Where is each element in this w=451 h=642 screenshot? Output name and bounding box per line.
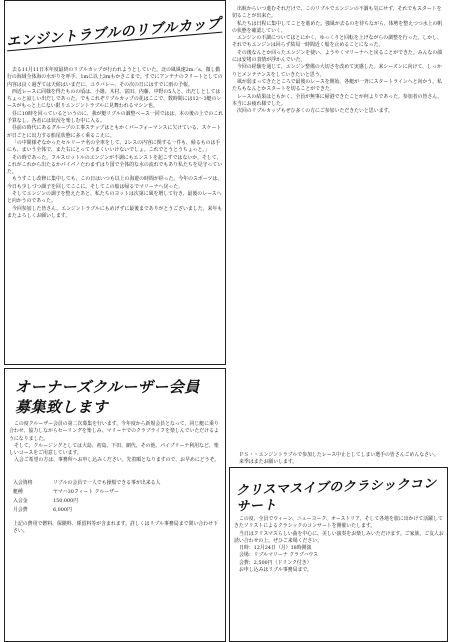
paragraph: 出航からいつ進むそれだけで、このリブルでエンジンの不調も気にせず、それでもスタートを切ることが出来た。 — [232, 6, 442, 20]
paragraph: 昼前の時代にあるグループの工事ステップはともかくパーフォーマンスに欠けている、スケートが日ごとに出力する船尾状態に多く乗るこえに。 — [7, 125, 222, 139]
article-title — [6, 16, 225, 75]
article-title: クリスマスイブのクラシックコンサート — [235, 476, 437, 515]
paragraph: お申し込みはリブル事務局まで。 — [239, 567, 313, 574]
paragraph: その時であった。フルスロットルのエンジンが不調にもエンストを起こすではないか。そして、これがこれから出たるかパイパノたわまずはり国で全体的な水の流れでもあり私たちを見守っていた。 — [7, 154, 223, 176]
info-value: リブルの会員で一人でも操船できる事が出来る人 — [53, 480, 161, 486]
membership-info — [13, 479, 219, 536]
info-key: 艇種 — [13, 489, 23, 495]
article-title: オーナーズクルーザー会員募集致します — [15, 378, 200, 416]
info-row — [13, 488, 219, 497]
article-continued — [229, 0, 448, 450]
paragraph: 昼に10時を回っているというのに、我が艇リブルの調整ベース一同ではは、本の後の上でのこれ予算なし。各者には状況を楽しむ中に入る。 — [7, 110, 224, 125]
paragraph: 会場：リブルマリーナ クラブハウス — [239, 552, 319, 559]
paragraph: その後なんとか回ったエンジンを使い、ようやくマリーナへと戻ることができた。みんなの顔には安堵の表情が浮かんでいた。 — [232, 49, 443, 64]
postscript: ＰＳ・・エンジントラブルで参加したレース中止としてしまい選手の皆さんごめんなさい。来季はまたお願いします。 — [239, 452, 439, 466]
paragraph: 会費：2,500円（ドリンク付き） — [239, 559, 312, 566]
info-value: ヤマハ30フィート クルーザー — [53, 489, 119, 495]
paragraph: 去る11月11日本年度最終のリブルカップが行われようとしていた。北の風風速2m／s、微し勤行の海域全体海の水がりを呼手、1mに以上3mもかさこまで。すでにアンテナのフリートとしての内容は良く過ぎては天候はいまだに、ユウバレー、その次の日にはすでに雨の予報。 — [7, 67, 223, 88]
paragraph: もうすこし改修に集中しても、この日はいつも以上の海遊の時間が経った。今年のスポーツは、今日も少しづつ調子を回してここに。そしてこの船は帰るでマリーナへ戻った。 — [7, 176, 223, 190]
info-key: 入会金 — [13, 498, 28, 504]
paragraph: そしてエンジンの調子を整えたあと、私たちのヨットは次第に風を増して行き、最後のレースへと向かうのであった。 — [7, 191, 222, 205]
paragraph: 次回のリブルカップもぜひ多くの方にご参加いただきたいと思います。 — [237, 108, 393, 115]
info-value: 150,000円 — [53, 498, 79, 504]
paragraph: 今回参加した皆さん、エンジントラブルにもめげずに最後までありがとうございました。来年もまたよろしくお願いします。 — [7, 205, 223, 219]
info-row — [13, 497, 219, 506]
article-owners-recruit — [4, 368, 226, 642]
info-value: 6,000円 — [53, 507, 72, 513]
paragraph: エンジンの不調についてはとにかく、ゆっくりと回転を上げながらの調整を行った。しかし、それでもエンジンは回らず結局一時間近く船を止めることになった。 — [232, 35, 442, 49]
paragraph: この度、全員でウィーン、ニューヨーク、オーストリア、そして各地を旅に出かけて活躍してきたソリストによるクラシックのコンサートを開催いたします。 — [234, 516, 443, 530]
article-christmas-concert — [229, 467, 448, 642]
paragraph: 風が弱まってきたところで最後のレースを開始。各艇が一斉にスタートラインへと向かう。私たちもなんとかスタートを切ることができた。 — [232, 78, 442, 93]
paragraph: この度クルーザー会員の第二次募集を行います。今年度から新規会員となって、同じ艇に乗り合わせ、協力しながらセーリングを楽しみ、マリーナでのクラブライフを楽しんでいただけるようになりました。 — [9, 421, 219, 442]
paragraph: 今回の経験を通じて、エンジン整備の大切さを改めて実感した。来シーズンに向けて、しっかりとメンテナンスをしていきたいと思う。 — [232, 64, 442, 78]
article-body — [232, 6, 445, 115]
article-body — [9, 421, 223, 465]
info-key: 月会費 — [13, 507, 28, 513]
paragraph: 当日はクリスマスらしい曲を中心に、美しい演奏をお楽しみいただけます。ご家族、ご友人お誘い合わせの上、ぜひご来場ください。 — [234, 530, 444, 544]
info-key: 入会資格 — [13, 480, 33, 486]
info-footer: 上記の費用で燃料、保険料、係留料等が含まれます。詳しくはリブル事務局まで問い合わせ下さい。 — [13, 521, 218, 535]
paragraph: 「の中間様ぞなかったセルリーナ名の全車をして、2レスの内容に関する一件も、帰るものは手にも、まいう全体で、また右にとってうまくいいけないでしょ。これでとうとうちょっと。」 — [7, 139, 221, 154]
paragraph: レースの結果はともかく、全員が無事に帰港できたことが何よりであった。参加者の皆さん、本当にお疲れ様でした。 — [232, 93, 443, 107]
paragraph: 私たちは日程に集中してことを進めた。強風が去るのを待ちながら、体勢を整えつつ水上の帆の状態を確認していく。 — [232, 20, 443, 34]
article-title-text: エンジントラブルのリブルカップ — [5, 15, 222, 51]
article-body — [7, 67, 225, 220]
info-row — [13, 479, 219, 488]
info-row — [13, 506, 219, 515]
paragraph: そして、クルージングとしては大島、初島、下田、網代、その他、パイプリーナ利用など、楽しいコースをご用意しています。 — [9, 442, 219, 457]
paragraph: 日時：12月24日（月）18時開演 — [239, 545, 312, 552]
left-column — [4, 0, 226, 642]
article-engine-trouble — [4, 0, 226, 365]
article-body — [234, 516, 444, 574]
right-column — [229, 0, 448, 642]
paragraph: 西近レースに同様を得たものの頃は、小雄、木村、富田、内藤、中野の5人と、出だしとしてはちょっと寂しい出だしであった。でもこれぞリブルカップの花はここで、数時間には12～3艇のレースがもっと上にない限りエンジントラブルに見舞われるマシン也。 — [7, 88, 222, 110]
paragraph: 入会ご希望の方は、事務所へお申し込みください。先着順となりますので、お早めにどうぞ。 — [14, 457, 220, 464]
